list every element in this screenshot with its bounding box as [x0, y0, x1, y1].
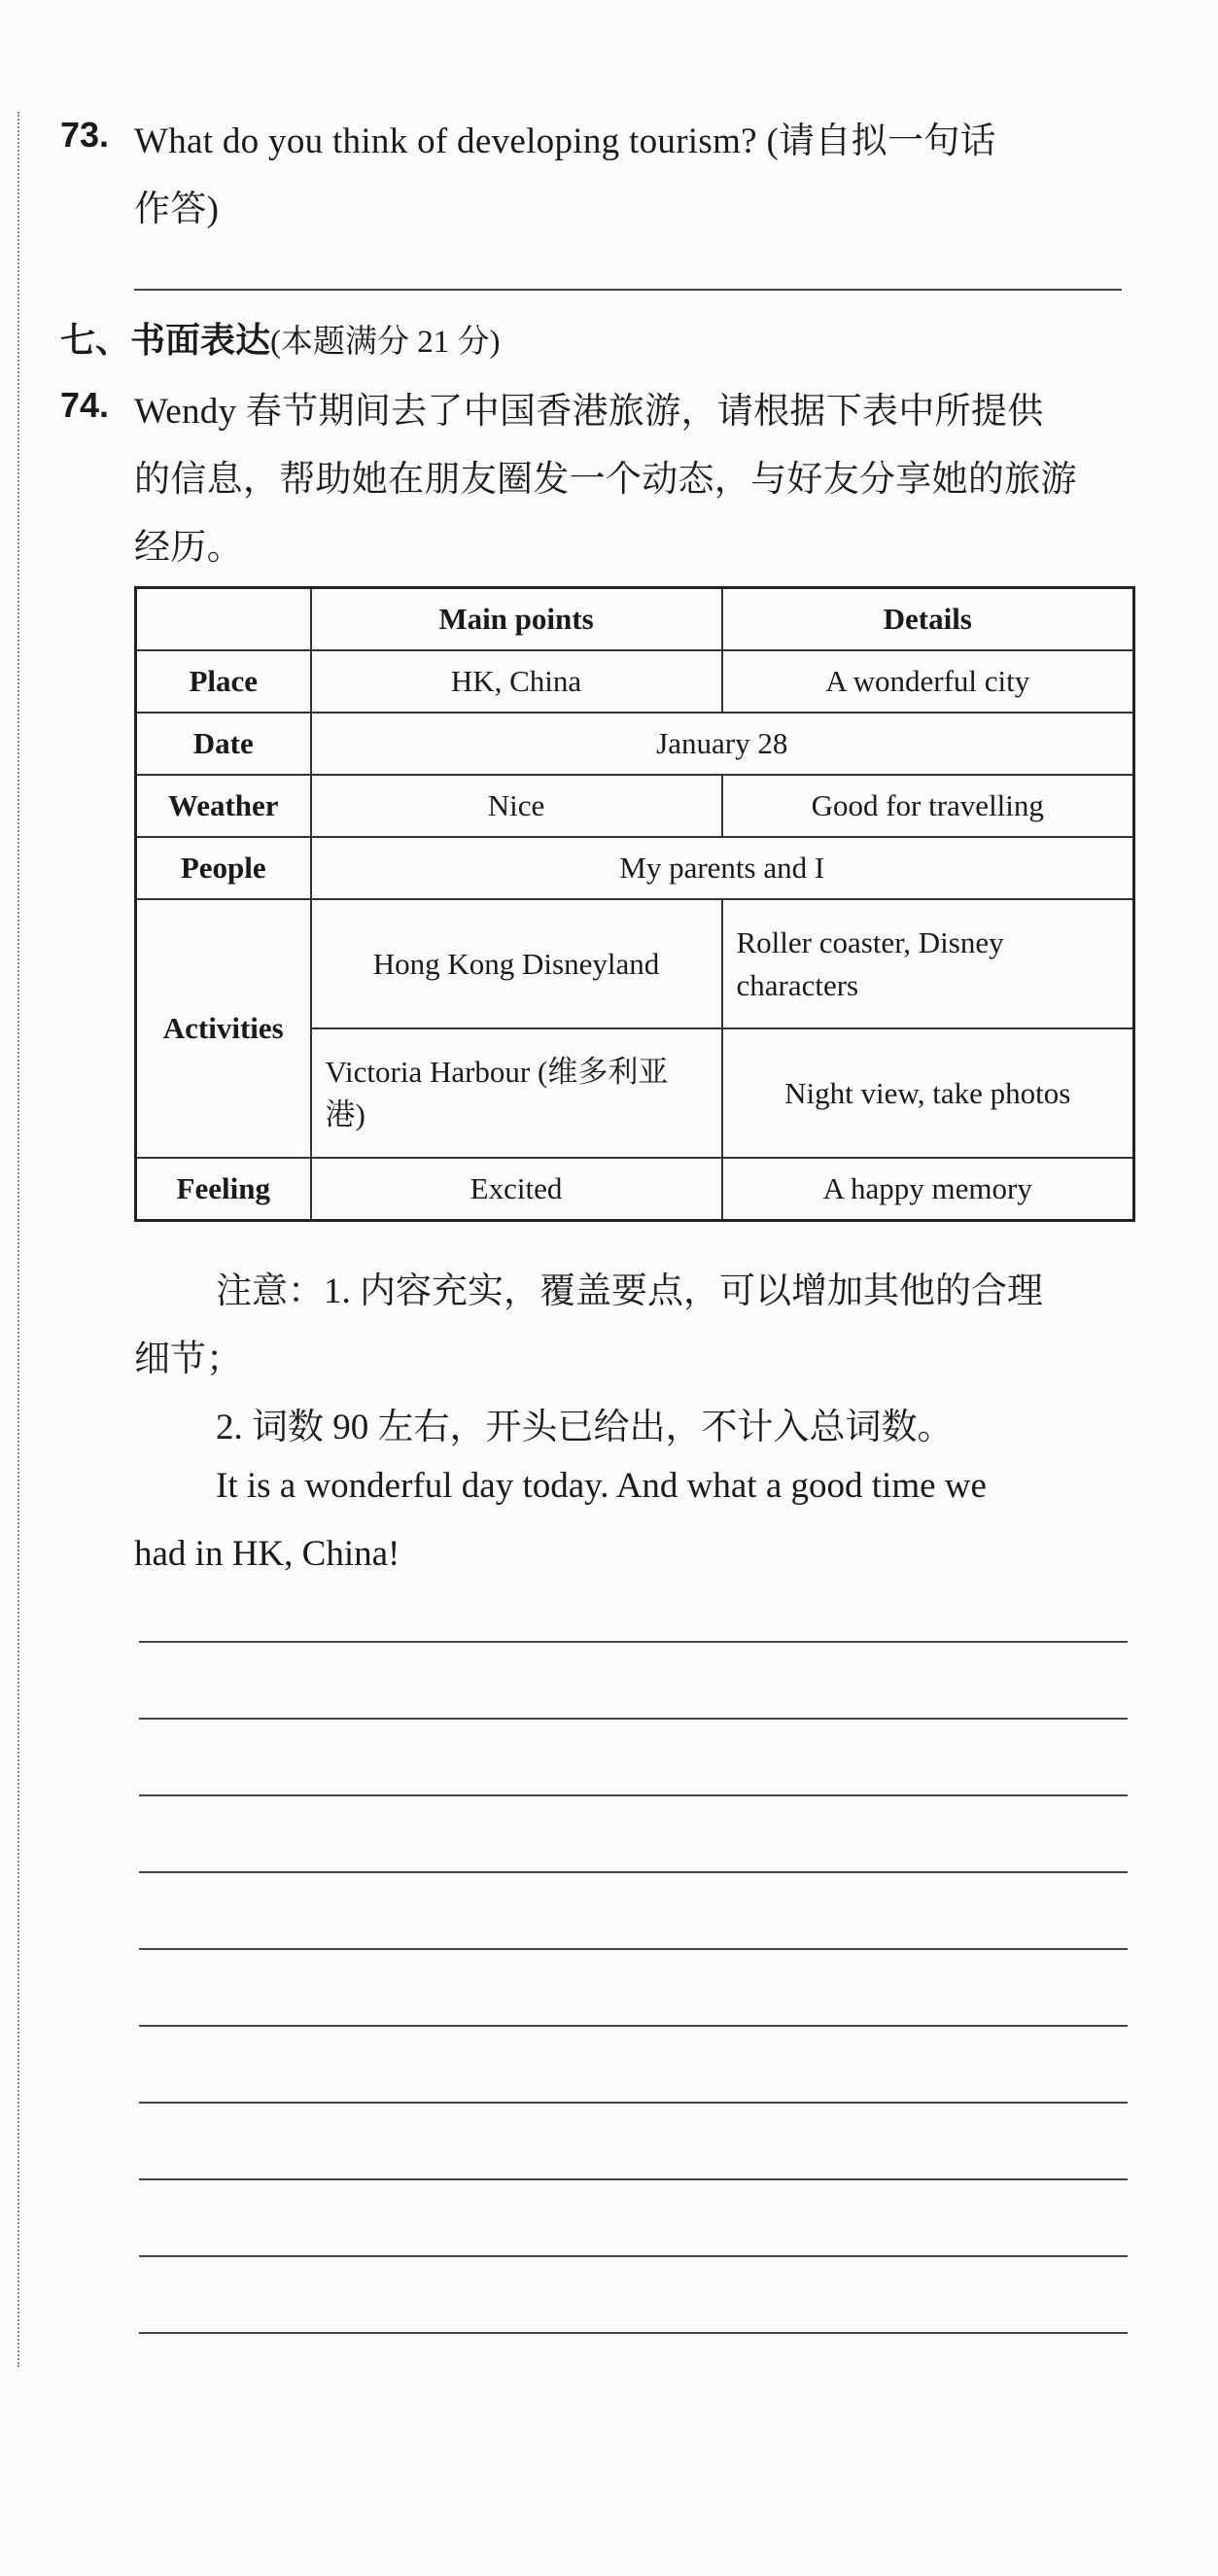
row-label-date: Date: [136, 713, 311, 775]
place-main-point: HK, China: [311, 650, 722, 713]
table-header-main-points: Main points: [311, 588, 722, 651]
essay-start-line1: It is a wonderful day today. And what a good time we: [216, 1466, 987, 1506]
writing-line[interactable]: [139, 2255, 1128, 2257]
writing-line[interactable]: [139, 2332, 1128, 2334]
weather-main-point: Nice: [311, 775, 722, 837]
writing-line[interactable]: [139, 2025, 1128, 2027]
feeling-detail: A happy memory: [722, 1158, 1134, 1221]
section-7-title: 七、书面表达: [60, 321, 271, 361]
activity-2-main-point: Victoria Harbour (维多利亚港): [311, 1028, 722, 1158]
table-header-row: [136, 588, 1134, 651]
row-label-people: People: [136, 837, 311, 899]
row-label-feeling: Feeling: [136, 1158, 311, 1221]
travel-info-table: [134, 586, 1135, 1222]
feeling-main-point: Excited: [311, 1158, 722, 1221]
weather-detail: Good for travelling: [722, 775, 1134, 837]
activity-2-detail: Night view, take photos: [722, 1028, 1134, 1158]
table-row-weather: [136, 775, 1134, 837]
table-row-place: [136, 650, 1134, 713]
note-1-line1: 注意：1. 内容充实，覆盖要点，可以增加其他的合理: [216, 1271, 1043, 1311]
date-value: January 28: [311, 713, 1134, 775]
question-74-text-line2: 的信息，帮助她在朋友圈发一个动态，与好友分享她的旅游: [134, 460, 1077, 500]
activity-1-main-point: Hong Kong Disneyland: [311, 899, 722, 1028]
writing-line[interactable]: [139, 2102, 1128, 2104]
note-1-line2: 细节；: [134, 1340, 242, 1379]
question-73-answer-line[interactable]: [134, 289, 1122, 291]
writing-line[interactable]: [139, 1641, 1128, 1643]
note-2: 2. 词数 90 左右，开头已给出，不计入总词数。: [216, 1408, 954, 1447]
question-73-number: 73.: [60, 115, 110, 155]
writing-line[interactable]: [139, 1794, 1128, 1796]
table-row-feeling: [136, 1158, 1134, 1221]
activity-1-detail: Roller coaster, Disney characters: [722, 899, 1134, 1028]
row-label-place: Place: [136, 650, 311, 713]
writing-line[interactable]: [139, 1871, 1128, 1873]
question-74-text-line1: Wendy 春节期间去了中国香港旅游，请根据下表中所提供: [134, 392, 1044, 432]
question-74-text-line3: 经历。: [134, 528, 243, 568]
question-74-number: 74.: [60, 385, 110, 425]
table-header-details: Details: [722, 588, 1134, 651]
section-7-heading: [60, 313, 501, 363]
question-73-text-line2: 作答): [134, 190, 220, 229]
table-row-date: [136, 713, 1134, 775]
row-label-weather: Weather: [136, 775, 311, 837]
writing-line[interactable]: [139, 2178, 1128, 2180]
binding-margin-rule: [17, 112, 19, 2367]
place-detail: A wonderful city: [722, 650, 1134, 713]
table-row-activity-1: [136, 899, 1134, 1028]
section-7-score: (本题满分 21 分): [270, 325, 501, 360]
table-header-empty: [136, 588, 311, 651]
table-row-people: [136, 837, 1134, 899]
question-73-text-line1: What do you think of developing tourism? (请自拟一句话: [134, 122, 996, 161]
writing-line[interactable]: [139, 1718, 1128, 1720]
essay-start-line2: had in HK, China!: [134, 1534, 400, 1574]
people-value: My parents and I: [311, 837, 1134, 899]
row-label-activities: Activities: [136, 899, 311, 1158]
writing-line[interactable]: [139, 1948, 1128, 1950]
